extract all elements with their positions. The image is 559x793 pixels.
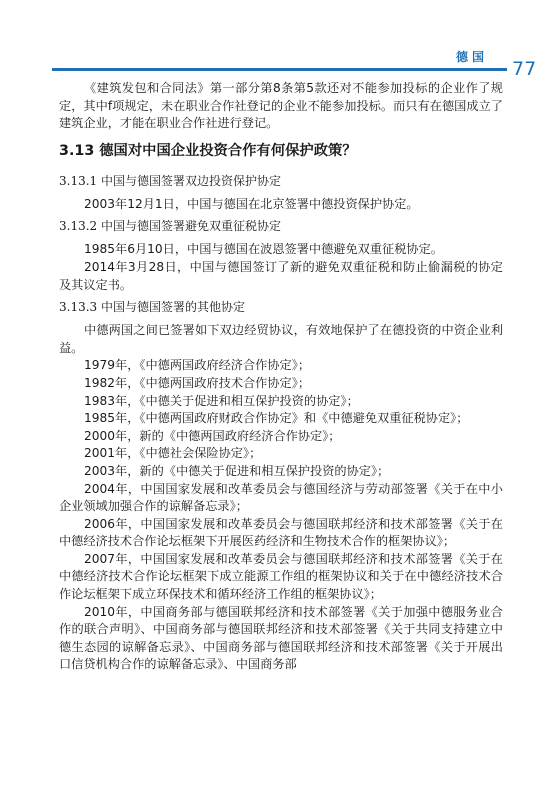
header-rule	[52, 68, 507, 71]
paragraph-construction-law: 《建筑发包和合同法》第一部分第8条第5款还对不能参加投标的企业作了规定，其中f项规定，未在职业合作社登记的企业不能参加投标。而只有在德国成立了建筑企业，才能在职业合作社进行登记。	[59, 81, 503, 131]
agreement-item-2004: 2004年，中国国家发展和改革委员会与德国经济与劳动部签署《关于在中小企业领域加强合作的谅解备忘录》；	[59, 481, 503, 514]
agreement-item-1979: 1979年，《中德两国政府经济合作协定》；	[84, 358, 311, 373]
agreement-item-1982: 1982年，《中德两国政府技术合作协定》；	[84, 375, 311, 390]
agreement-item-2000: 2000年，新的《中德两国政府经济合作协定》；	[84, 428, 341, 443]
section-heading-3-13: 3.13 德国对中国企业投资合作有何保护政策？	[59, 142, 357, 159]
agreement-item-2007: 2007年，中国国家发展和改革委员会与德国联邦经济和技术部签署《关于在中德经济技术合作论坛框架下成立能源工作组的框架协议和关于在中德经济技术合作论坛框架下成立环保技术和循环经济工作组的框架协议》；	[59, 551, 503, 602]
paragraph-double-tax-2014: 2014年3月28日，中国与德国签订了新的避免双重征税和防止偷漏税的协定及其议定书。	[59, 259, 503, 292]
paragraph-investment-protection: 2003年12月1日，中国与德国在北京签署中德投资保护协定。	[84, 196, 419, 211]
paragraph-other-agreements-intro: 中德两国之间已签署如下双边经贸协议，有效地保护了在德投资的中资企业利益。	[59, 323, 503, 355]
paragraph-double-tax-1985: 1985年6月10日，中国与德国在波恩签署中德避免双重征税协定。	[84, 242, 443, 257]
agreement-item-2003: 2003年，新的《中德关于促进和相互保护投资的协定》；	[84, 463, 390, 478]
page-body	[59, 80, 503, 674]
agreement-item-2001: 2001年，《中德社会保险协定》；	[84, 446, 262, 461]
running-header-label: 德国	[456, 50, 489, 64]
agreement-item-1983: 1983年，《中德关于促进和相互保护投资的协定》；	[84, 393, 359, 408]
agreement-item-2010: 2010年，中国商务部与德国联邦经济和技术部签署《关于加强中德服务业合作的联合声明》、中国商务部与德国联邦经济和技术部签署《关于共同支持建立中德生态园的谅解备忘录》、中国商务部与德国联邦经济和技术部签署《关于开展出口信贷机构合作的谅解备忘录》、中国商务部	[59, 604, 503, 672]
subsection-heading-3-13-1: 3.13.1 中国与德国签署双边投资保护协定	[59, 173, 281, 188]
agreement-item-1985: 1985年，《中德两国政府财政合作协定》和《中德避免双重征税协定》；	[84, 411, 469, 426]
subsection-heading-3-13-2: 3.13.2 中国与德国签署避免双重征税协定	[59, 219, 281, 234]
agreement-item-2006: 2006年，中国国家发展和改革委员会与德国联邦经济和技术部签署《关于在中德经济技术合作论坛框架下开展医药经济和生物技术合作的框架协议》；	[59, 516, 503, 549]
page-number: 77	[512, 58, 537, 80]
subsection-heading-3-13-3: 3.13.3 中国与德国签署的其他协定	[59, 300, 245, 315]
